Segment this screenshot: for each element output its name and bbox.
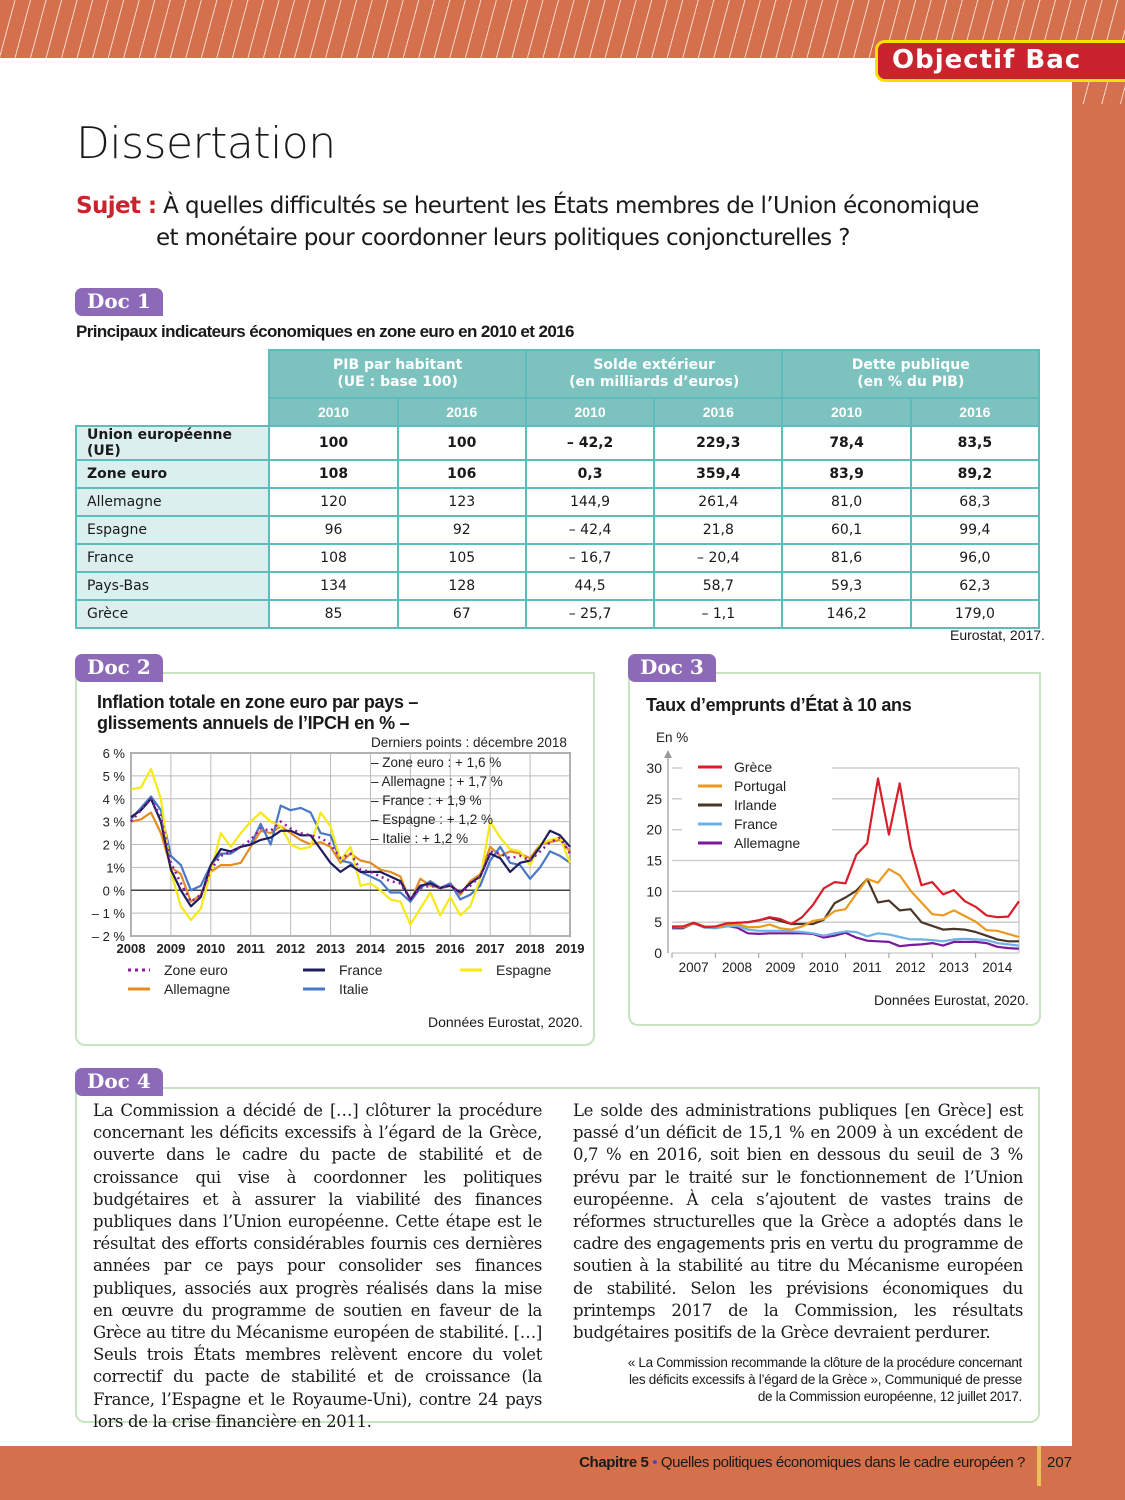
y-tick-label: 0	[654, 945, 662, 961]
row-label: Allemagne	[76, 488, 269, 516]
table-cell: 68,3	[911, 488, 1039, 516]
table-cell: 105	[398, 544, 526, 572]
doc1-source: Eurostat, 2017.	[950, 627, 1045, 643]
y-tick-label: 20	[646, 821, 662, 838]
x-tick-label: 2012	[895, 960, 926, 975]
side-decorative-band	[1072, 78, 1125, 1500]
y-axis-arrow-icon	[664, 750, 672, 758]
annotation-title: Derniers points : décembre 2018	[371, 735, 567, 750]
doc3-tag: Doc 3	[628, 654, 716, 682]
legend-label: Zone euro	[164, 962, 228, 978]
inflation-chart-title: Inflation totale en zone euro par pays – glissements annuels de l’IPCH en % –	[97, 692, 419, 733]
y-tick-label: 30	[646, 760, 662, 776]
table-cell: – 25,7	[526, 600, 654, 628]
table-cell: 359,4	[654, 460, 782, 488]
group-header-pib: PIB par habitant (UE : base 100)	[269, 350, 526, 398]
doc1-title: Principaux indicateurs économiques en zone euro en 2010 et 2016	[76, 322, 574, 341]
y-tick-label: – 1 %	[91, 906, 125, 922]
table-corner	[76, 350, 269, 398]
table-cell: 78,4	[782, 426, 910, 460]
x-tick-label: 2019	[555, 941, 585, 956]
y-tick-label: 0 %	[102, 883, 125, 899]
row-label: Pays-Bas	[76, 572, 269, 600]
annotation-item: – Allemagne : + 1,7 %	[371, 774, 503, 789]
doc3-source: Données Eurostat, 2020.	[874, 992, 1029, 1008]
doc2-tag: Doc 2	[75, 654, 163, 682]
year-header: 2016	[398, 398, 526, 426]
legend-label: Espagne	[496, 962, 552, 978]
row-label: Espagne	[76, 516, 269, 544]
table-cell: 0,3	[526, 460, 654, 488]
table-row	[76, 516, 1039, 544]
subject-line-1: À quelles difficultés se heurtent les États membres de l’Union économique	[163, 193, 979, 219]
y-tick-label: – 2 %	[91, 929, 125, 944]
table-cell: 100	[269, 426, 397, 460]
row-label: Grèce	[76, 600, 269, 628]
y-tick-label: 10	[646, 883, 662, 900]
x-tick-label: 2016	[435, 941, 465, 956]
group-header-solde: Solde extérieur (en milliards d’euros)	[526, 350, 783, 398]
table-cell: 60,1	[782, 516, 910, 544]
bond-chart-title: Taux d’emprunts d’État à 10 ans	[646, 695, 912, 715]
year-header: 2016	[911, 398, 1039, 426]
table-cell: 21,8	[654, 516, 782, 544]
table-cell: 83,9	[782, 460, 910, 488]
x-tick-label: 2018	[515, 941, 545, 956]
legend-label: France	[339, 962, 383, 978]
row-label: Union européenne (UE)	[76, 426, 269, 460]
x-tick-label: 2015	[395, 941, 425, 956]
doc1-tag: Doc 1	[75, 288, 163, 316]
legend-label: Portugal	[734, 778, 787, 794]
annotation-item: – Espagne : + 1,2 %	[371, 812, 493, 827]
subject-line-2: et monétaire pour coordonner leurs politiques conjoncturelles ?	[156, 225, 850, 251]
table-cell: 85	[269, 600, 397, 628]
x-tick-label: 2014	[982, 960, 1013, 975]
table-cell: 59,3	[782, 572, 910, 600]
indicators-table	[75, 349, 1040, 629]
x-tick-label: 2012	[276, 941, 306, 956]
table-cell: 144,9	[526, 488, 654, 516]
page-number: 207	[1047, 1454, 1073, 1471]
table-cell: 89,2	[911, 460, 1039, 488]
table-cell: 179,0	[911, 600, 1039, 628]
y-tick-label: 5	[654, 914, 662, 931]
x-tick-label: 2007	[678, 960, 709, 975]
table-cell: – 1,1	[654, 600, 782, 628]
table-row	[76, 544, 1039, 572]
x-tick-label: 2013	[938, 960, 969, 975]
table-cell: 108	[269, 544, 397, 572]
objectif-bac-badge: Objectif Bac	[875, 40, 1125, 82]
table-cell: 108	[269, 460, 397, 488]
y-tick-label: 2 %	[102, 837, 125, 853]
table-year-header-row	[76, 398, 1039, 426]
table-cell: 229,3	[654, 426, 782, 460]
legend-label: Grèce	[734, 759, 773, 775]
y-tick-label: 15	[646, 852, 662, 869]
y-tick-label: 5 %	[102, 768, 125, 784]
table-cell: – 42,4	[526, 516, 654, 544]
y-tick-label: 25	[646, 790, 662, 807]
x-tick-label: 2011	[852, 960, 882, 975]
annotation-item: – France : + 1,9 %	[371, 793, 482, 808]
table-cell: – 16,7	[526, 544, 654, 572]
row-label: France	[76, 544, 269, 572]
chapter-reference: Chapitre 5 • Quelles politiques économiques dans le cadre européen ?	[579, 1454, 1025, 1471]
legend-label: France	[734, 816, 778, 832]
year-header: 2010	[269, 398, 397, 426]
table-cell: 99,4	[911, 516, 1039, 544]
table-row	[76, 572, 1039, 600]
table-cell: 146,2	[782, 600, 910, 628]
y-axis-unit-label: En %	[656, 730, 689, 745]
page-footer	[0, 1446, 1125, 1500]
table-cell: 81,6	[782, 544, 910, 572]
table-cell: 67	[398, 600, 526, 628]
table-row	[76, 426, 1039, 460]
x-tick-label: 2008	[722, 960, 753, 975]
table-cell: 83,5	[911, 426, 1039, 460]
row-label: Zone euro	[76, 460, 269, 488]
year-header: 2010	[526, 398, 654, 426]
table-cell: 58,7	[654, 572, 782, 600]
table-cell: 120	[269, 488, 397, 516]
table-cell: – 42,2	[526, 426, 654, 460]
table-cell: 261,4	[654, 488, 782, 516]
doc4-citation: « La Commission recommande la clôture de la procédure concernant les déficits excessifs à l’égard de la Grèce », Communiqué de presse de la Commission européenne, 12 juillet 2017.	[627, 1355, 1022, 1404]
x-tick-label: 2010	[196, 941, 226, 956]
table-cell: 81,0	[782, 488, 910, 516]
x-tick-label: 2009	[765, 960, 796, 975]
inflation-chart	[80, 730, 590, 1010]
doc4-tag: Doc 4	[75, 1068, 163, 1096]
legend-label: Italie	[339, 981, 369, 997]
doc4-column-1: La Commission a décidé de […] clôturer la procédure concernant les déficits excessifs à l’égard de la Grèce, ouverte dans le cadre du pacte de stabilité et de croissance qui vise à coordonner les politiques budgétaires et à assurer la viabilité des finances publiques dans l’Union européenne. Cette étape est le résultat des efforts considérables fournis ces dernières années par ce pays pour consolider ses finances publiques, associés aux progrès réalisés dans la mise en œuvre du programme de soutien en faveur de la Grèce au titre du Mécanisme européen de stabilité. […] Seuls trois États membres relèvent encore du volet correctif du pacte de stabilité et de croissance (la France, l’Espagne et le Royaume-Uni), contre 24 pays lors de la crise financière en 2011.	[93, 1101, 542, 1431]
legend-label: Allemagne	[164, 981, 231, 997]
y-tick-label: 4 %	[102, 791, 125, 807]
table-cell: – 20,4	[654, 544, 782, 572]
table-cell: 134	[269, 572, 397, 600]
table-group-header-row	[76, 350, 1039, 398]
group-header-dette: Dette publique (en % du PIB)	[782, 350, 1039, 398]
year-header: 2016	[654, 398, 782, 426]
x-tick-label: 2017	[475, 941, 505, 956]
doc2-source: Données Eurostat, 2020.	[428, 1014, 583, 1030]
x-tick-label: 2010	[808, 960, 839, 975]
table-row	[76, 460, 1039, 488]
x-tick-label: 2009	[156, 941, 186, 956]
table-cell: 100	[398, 426, 526, 460]
bond-rate-chart	[636, 725, 1036, 985]
year-header: 2010	[782, 398, 910, 426]
table-cell: 44,5	[526, 572, 654, 600]
table-cell: 92	[398, 516, 526, 544]
doc4-column-2: Le solde des administrations publiques [en Grèce] est passé d’un déficit de 15,1 % en 2009 à un excédent de 0,7 % en 2016, soit bien en dessous du seuil de 3 % prévu par le traité sur le fonctionnement de l’Union européenne. À cela s’ajoutent de vastes trains de réformes structurelles que la Grèce a adoptés dans le cadre des engagements pris en vertu du programme de soutien à la stabilité au titre du Mécanisme européen de stabilité. Selon les prévisions économiques du printemps 2017 de la Commission, les résultats budgétaires positifs de la Grèce devraient perdurer.	[573, 1101, 1023, 1343]
table-cell: 96,0	[911, 544, 1039, 572]
table-row	[76, 488, 1039, 516]
page-title: Dissertation	[76, 118, 336, 169]
table-row	[76, 600, 1039, 628]
table-cell: 62,3	[911, 572, 1039, 600]
legend-label: Allemagne	[734, 835, 801, 851]
x-tick-label: 2013	[316, 941, 346, 956]
table-cell: 128	[398, 572, 526, 600]
x-tick-label: 2011	[236, 941, 265, 956]
y-tick-label: 1%	[106, 860, 125, 876]
legend-label: Irlande	[734, 797, 777, 813]
footer-separator	[1037, 1446, 1041, 1486]
y-tick-label: 6 %	[102, 746, 125, 761]
annotation-item: – Zone euro : + 1,6 %	[371, 755, 502, 770]
x-tick-label: 2014	[355, 941, 385, 956]
x-tick-label: 2008	[116, 941, 146, 956]
table-cell: 106	[398, 460, 526, 488]
y-tick-label: 3 %	[102, 814, 125, 830]
table-cell: 123	[398, 488, 526, 516]
table-cell: 96	[269, 516, 397, 544]
subject-label: Sujet :	[76, 193, 157, 219]
subject	[76, 190, 1056, 254]
annotation-item: – Italie : + 1,2 %	[371, 831, 469, 846]
